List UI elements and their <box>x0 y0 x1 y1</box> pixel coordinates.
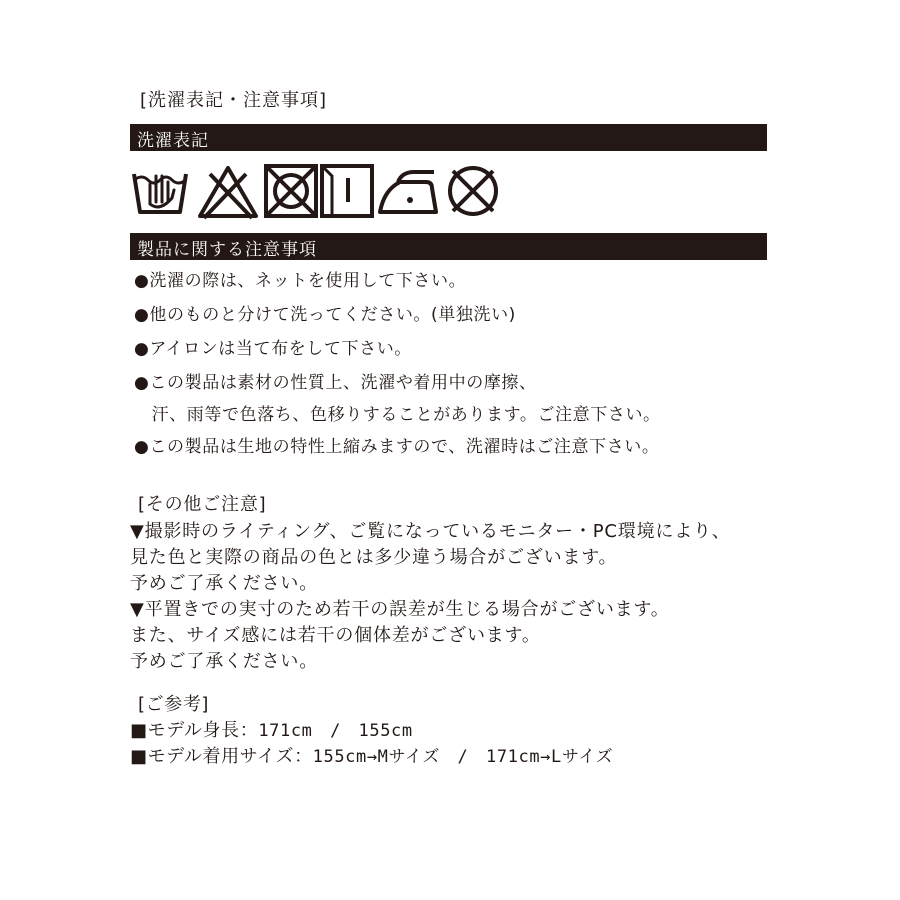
reference-title: [ご参考] <box>138 694 210 715</box>
model-size-value: 155cm→Mサイズ / 171cm→Lサイズ <box>312 747 614 767</box>
no-tumble-dry-icon <box>262 162 320 220</box>
model-height-value: 171cm / 155cm <box>258 721 413 741</box>
other-note-line: また、サイズ感には若干の個体差がございます。 <box>130 625 541 646</box>
no-bleach-icon <box>196 162 260 220</box>
other-note-line: 予めご了承ください。 <box>130 573 318 594</box>
other-notes-title: [その他ご注意] <box>138 494 267 515</box>
other-note-line: ▼平置きでの実寸のため若干の誤差が生じる場合がございます。 <box>130 599 670 620</box>
precaution-item: ●他のものと分けて洗ってください。(単独洗い) <box>134 305 516 325</box>
model-height-label: ■モデル身長： <box>130 720 259 741</box>
precaution-item: ●洗濯の際は、ネットを使用して下さい。 <box>134 271 467 291</box>
iron-low-icon <box>374 162 442 220</box>
precaution-item: 汗、雨等で色落ち、色移りすることがあります。ご注意下さい。 <box>134 405 661 425</box>
model-size-label: ■モデル着用サイズ： <box>130 746 313 767</box>
model-size-row <box>130 742 613 768</box>
precaution-item: ●アイロンは当て布をして下さい。 <box>134 339 412 359</box>
other-note-line: 予めご了承ください。 <box>130 651 318 672</box>
precaution-item: ●この製品は生地の特性上縮みますので、洗濯時はご注意下さい。 <box>134 437 660 457</box>
page-title: [洗濯表記・注意事項] <box>140 90 328 111</box>
other-note-line: ▼撮影時のライティング、ご覧になっているモニター・PC環境により、 <box>130 521 731 542</box>
care-symbols <box>130 162 510 220</box>
model-height-row <box>130 716 413 742</box>
precautions-label-bar <box>130 233 767 260</box>
line-dry-shade-icon <box>318 162 376 220</box>
other-note-line: 見た色と実際の商品の色とは多少違う場合がございます。 <box>130 547 618 568</box>
washing-label-bar-text: 洗濯表記 <box>137 131 209 151</box>
no-dry-clean-icon <box>442 162 504 220</box>
hand-wash-icon <box>130 162 190 220</box>
washing-label-bar <box>130 124 767 151</box>
precaution-item: ●この製品は素材の性質上、洗濯や着用中の摩擦、 <box>134 373 537 393</box>
precautions-label-bar-text: 製品に関する注意事項 <box>137 240 317 260</box>
